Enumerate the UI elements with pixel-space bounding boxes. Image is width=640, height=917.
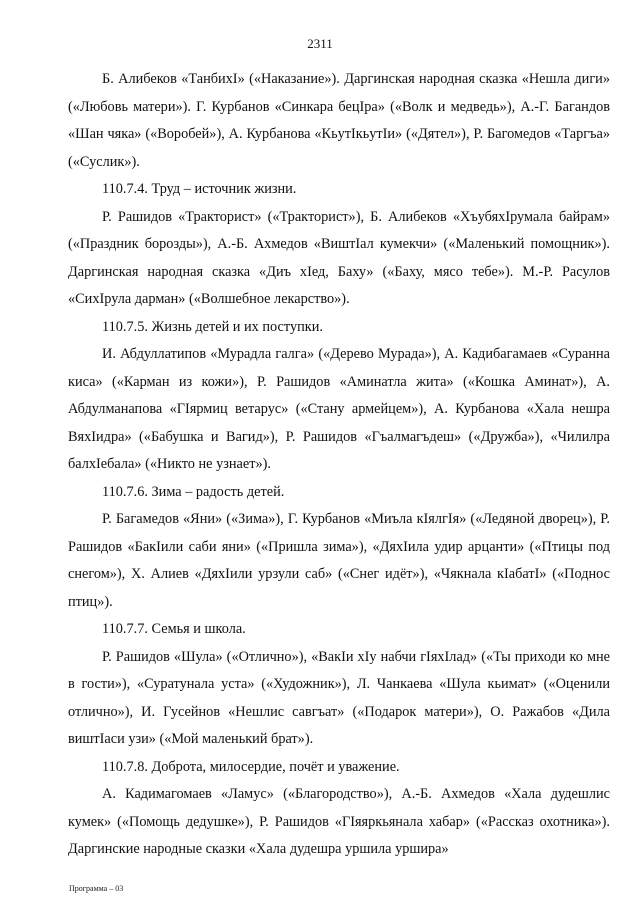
paragraph-kindness: А. Кадимагомаев «Ламус» («Благородство»), А.-Б. Ахмедов «Хала дудешлис кумек» («Помощь дедушке»), Р. Рашидов «ГIяяркьянала хабар» («Рассказ охотника»). Даргинские народные сказки «Хала дудешра уршила уршира» (68, 786, 610, 857)
paragraph-winter: Р. Багамедов «Яни» («Зима»), Г. Курбанов «Миъла кIялгIя» («Ледяной дворец»), Р. Рашидов «БакIили саби яни» («Пришла зима»), «ДяхIила удир арцанти» («Птицы под снегом»), Х. Алиев «ДяхIили урзули саб» («Снег идёт»), «Чякнала кIабатI» («Поднос птиц»). (68, 511, 610, 610)
section-heading-children-life: 110.7.5. Жизнь детей и их поступки. (102, 318, 323, 335)
section-heading-family-school: 110.7.7. Семья и школа. (102, 621, 246, 637)
section-heading-kindness: 110.7.8. Доброта, милосердие, почёт и уважение. (102, 758, 400, 775)
page-number: 2311 (307, 36, 333, 51)
paragraph-children-life: И. Абдуллатипов «Мурадла галга» («Дерево Мурада»), А. Кадибагамаев «Суранна киса» («Карман из кожи»), Р. Рашидов «Аминатла жита» («Кошка Аминат»), А. Абдулманапова «ГIярмиц ветарус» («Стану армейцем»), А. Курбанова «Хала нешра ВяхIидра» («Бабушка и Вагид»), Р. Рашидов «Гъалмагъдеш» («Дружба»), «Чилилра балхIебала» («Никто не узнает»). (68, 346, 610, 472)
paragraph-family-school: Р. Рашидов «Шула» («Отлично»), «ВакIи хIу набчи гIяхIлад» («Ты приходи ко мне в гости»), «Суратунала уста» («Художник»), Л. Чанкаева «Шула кьимат» («Оценили отлично»), И. Гусейнов «Нешлис савгъат» («Подарок матери»), О. Ражабов «Дила виштIаси узи» («Мой маленький брат»). (68, 648, 610, 747)
paragraph-labor: Р. Рашидов «Тракторист» («Тракторист»), Б. Алибеков «ХъубяхIрумала байрам» («Праздник борозды»), А.-Б. Ахмедов «ВиштIал кумекчи» («Маленький помощник»). Даргинская народная сказка «Диъ хIед, Баху» («Баху, мясо тебе»). М.-Р. Расулов «СихIрула дарман» («Волшебное лекарство»). (68, 208, 610, 307)
section-heading-labor: 110.7.4. Труд – источник жизни. (102, 181, 297, 197)
page-footer: Программа – 03 (69, 884, 124, 893)
document-body (68, 66, 610, 864)
section-heading-winter: 110.7.6. Зима – радость детей. (102, 483, 285, 500)
paragraph-fairy-tales: Б. Алибеков «ТанбихI» («Наказание»). Даргинская народная сказка «Нешла диги» («Любовь матери»). Г. Курбанов «Синкара бецIра» («Волк и медведь»), А.-Г. Багандов «Шан чяка» («Воробей»), А. Курбанова «КьутIкьутIи» («Дятел»), Р. Багомедов «Таргъа» («Суслик»). (68, 71, 610, 170)
